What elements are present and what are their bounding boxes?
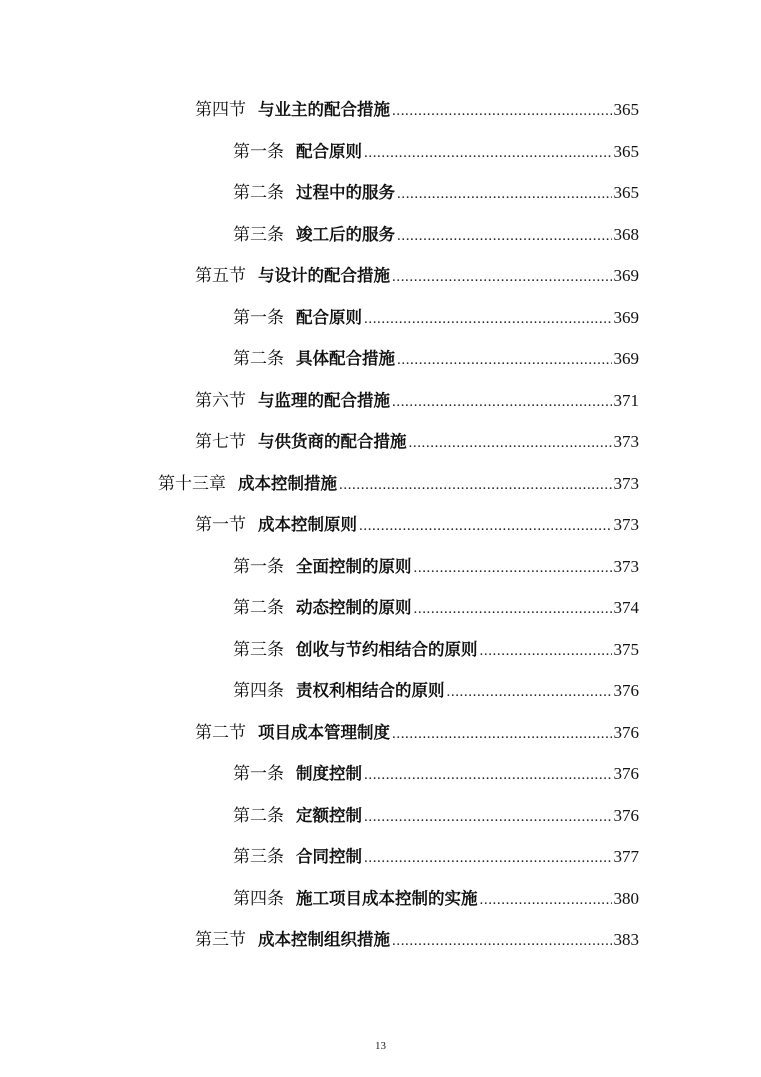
toc-entry-page: 373: [613, 473, 639, 493]
toc-entry-number: 第二条: [233, 183, 284, 203]
toc-entry[interactable]: [0, 671, 761, 713]
dot-leader: [414, 589, 612, 629]
toc-entry-number: 第三节: [195, 930, 246, 950]
toc-entry-page: 383: [613, 930, 639, 949]
toc-entry-title: 配合原则: [296, 307, 362, 327]
toc-entry-number: 第七节: [195, 432, 246, 452]
toc-entry-title: 与监理的配合措施: [258, 390, 390, 410]
toc-entry[interactable]: [0, 920, 761, 962]
toc-entry-page: 373: [613, 515, 639, 534]
toc-entry-page: 368: [613, 224, 639, 244]
toc-entry-title: 合同控制: [296, 847, 362, 866]
toc-entry-title: 动态控制的原则: [296, 598, 412, 617]
toc-entry-page: 380: [613, 888, 639, 908]
toc-entry-number: 第三条: [233, 847, 284, 867]
toc-entry[interactable]: [0, 630, 761, 672]
toc-entry-title: 责权利相结合的原则: [296, 681, 445, 700]
table-of-contents: [0, 90, 761, 962]
toc-entry-title: 成本控制组织措施: [258, 930, 390, 949]
toc-entry-title: 项目成本管理制度: [258, 722, 390, 742]
toc-entry-page: 369: [613, 266, 639, 285]
toc-entry-number: 第一条: [233, 141, 284, 162]
toc-entry-number: 第四条: [233, 888, 284, 909]
toc-entry-number: 第四节: [195, 100, 246, 120]
toc-entry[interactable]: [0, 173, 761, 215]
toc-entry-number: 第三条: [233, 224, 284, 245]
toc-entry-number: 第六节: [195, 390, 246, 411]
toc-entry[interactable]: [0, 588, 761, 630]
dot-leader: [359, 506, 612, 546]
toc-entry[interactable]: [0, 879, 761, 921]
toc-entry-title: 与设计的配合措施: [258, 266, 390, 285]
dot-leader: [392, 921, 612, 961]
dot-leader: [339, 465, 612, 505]
dot-leader: [397, 340, 612, 380]
dot-leader: [447, 672, 612, 712]
dot-leader: [397, 216, 612, 256]
toc-entry-page: 376: [613, 805, 639, 825]
toc-entry-number: 第五节: [195, 266, 246, 286]
toc-entry-number: 第二条: [233, 349, 284, 369]
toc-entry-number: 第二节: [195, 722, 246, 743]
toc-entry[interactable]: [0, 547, 761, 589]
toc-entry-title: 制度控制: [296, 764, 362, 783]
toc-entry-title: 竣工后的服务: [296, 224, 395, 244]
toc-entry[interactable]: [0, 298, 761, 340]
dot-leader: [409, 423, 612, 463]
dot-leader: [364, 755, 612, 795]
toc-entry[interactable]: [0, 754, 761, 796]
dot-leader: [480, 631, 612, 671]
toc-entry-page: 365: [613, 100, 639, 119]
toc-entry-page: 373: [613, 432, 639, 451]
dot-leader: [392, 91, 612, 131]
toc-entry-title: 创收与节约相结合的原则: [296, 639, 478, 659]
toc-entry-number: 第十三章: [158, 473, 226, 494]
toc-entry-page: 365: [613, 183, 639, 202]
toc-entry[interactable]: [0, 381, 761, 423]
toc-entry-page: 376: [613, 681, 639, 700]
dot-leader: [364, 838, 612, 878]
toc-entry-page: 373: [613, 556, 639, 576]
toc-entry[interactable]: [0, 505, 761, 547]
toc-entry-page: 369: [613, 349, 639, 368]
toc-entry-number: 第二条: [233, 598, 284, 618]
toc-entry-title: 具体配合措施: [296, 349, 395, 368]
toc-entry-number: 第二条: [233, 805, 284, 826]
toc-entry-number: 第一条: [233, 307, 284, 328]
toc-entry-title: 成本控制措施: [238, 473, 337, 493]
toc-entry-page: 371: [613, 390, 639, 410]
toc-entry[interactable]: [0, 796, 761, 838]
toc-entry[interactable]: [0, 256, 761, 298]
toc-entry-title: 施工项目成本控制的实施: [296, 888, 478, 908]
dot-leader: [414, 548, 612, 588]
toc-entry-page: 365: [613, 141, 639, 161]
toc-entry-title: 过程中的服务: [296, 183, 395, 202]
toc-entry[interactable]: [0, 464, 761, 506]
toc-entry-page: 377: [613, 847, 639, 866]
toc-entry[interactable]: [0, 90, 761, 132]
toc-entry-number: 第四条: [233, 681, 284, 701]
toc-entry-page: 375: [613, 639, 639, 659]
toc-entry[interactable]: [0, 339, 761, 381]
dot-leader: [392, 382, 612, 422]
dot-leader: [364, 133, 612, 173]
toc-entry-number: 第一条: [233, 764, 284, 784]
toc-entry-page: 376: [613, 722, 639, 742]
toc-entry-title: 成本控制原则: [258, 515, 357, 534]
toc-entry[interactable]: [0, 215, 761, 257]
toc-entry-title: 定额控制: [296, 805, 362, 825]
dot-leader: [364, 299, 612, 339]
toc-entry-page: 376: [613, 764, 639, 783]
dot-leader: [392, 714, 612, 754]
toc-entry-page: 369: [613, 307, 639, 327]
page-number: 13: [375, 1040, 386, 1052]
toc-entry-title: 与业主的配合措施: [258, 100, 390, 119]
toc-entry-number: 第一条: [233, 556, 284, 577]
toc-entry[interactable]: [0, 132, 761, 174]
toc-entry-title: 与供货商的配合措施: [258, 432, 407, 451]
dot-leader: [364, 797, 612, 837]
toc-entry[interactable]: [0, 837, 761, 879]
toc-entry-page: 374: [613, 598, 639, 617]
toc-entry[interactable]: [0, 713, 761, 755]
toc-entry-title: 配合原则: [296, 141, 362, 161]
toc-entry-title: 全面控制的原则: [296, 556, 412, 576]
toc-entry[interactable]: [0, 422, 761, 464]
dot-leader: [480, 880, 612, 920]
dot-leader: [392, 257, 612, 297]
toc-entry-number: 第一节: [195, 515, 246, 535]
toc-entry-number: 第三条: [233, 639, 284, 660]
dot-leader: [397, 174, 612, 214]
